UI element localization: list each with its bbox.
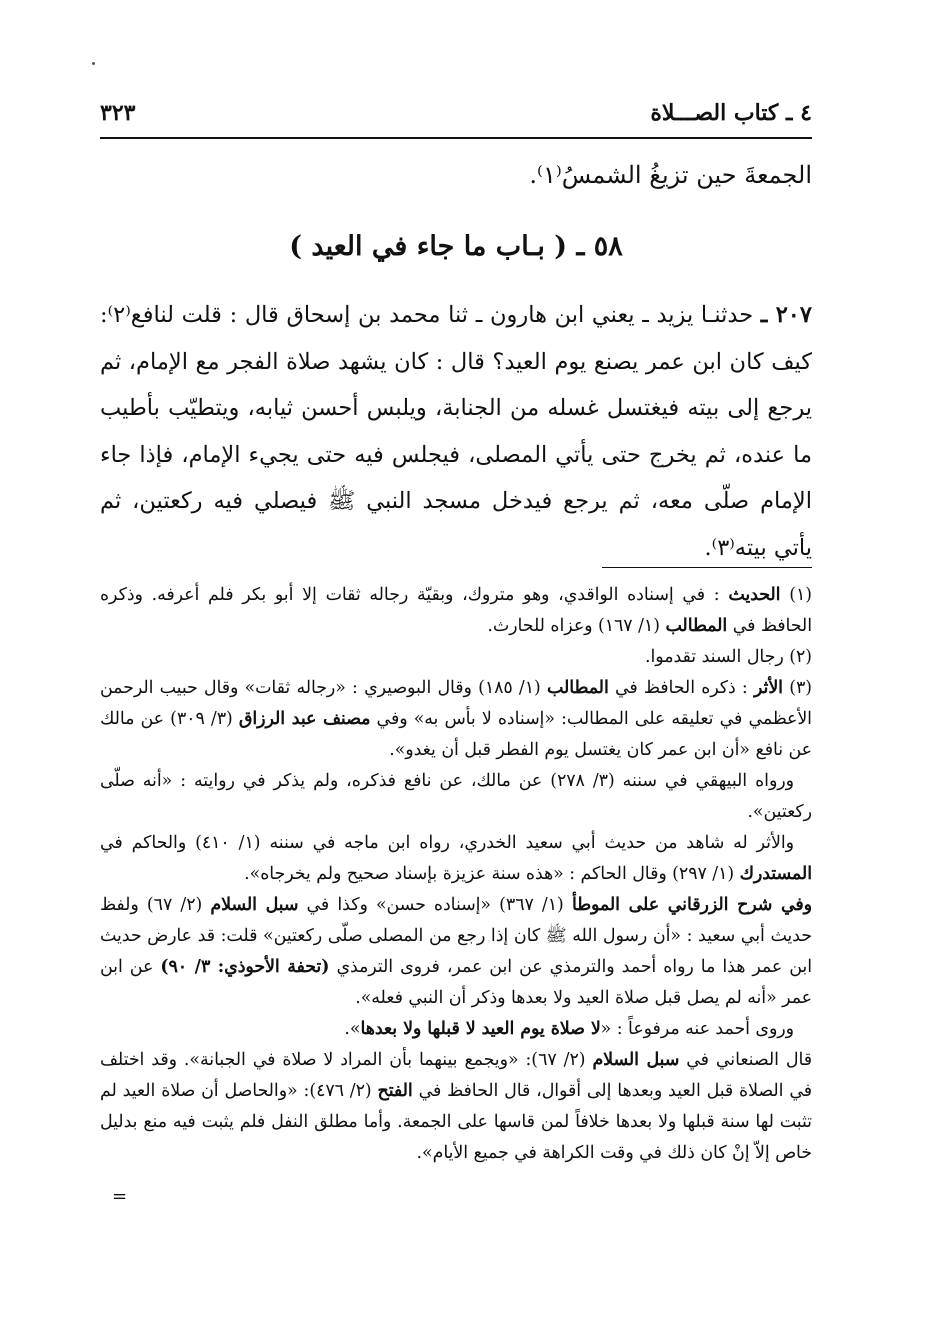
footnote-3-source-b: مصنف عبد الرزاق bbox=[238, 709, 371, 729]
footnote-separator bbox=[602, 567, 812, 568]
scan-speck bbox=[92, 62, 95, 65]
footnote-paragraph-ahmad bbox=[100, 1014, 812, 1045]
header-section-title: ٤ ـ كتاب الصـــلاة bbox=[650, 100, 812, 126]
footnote-paragraph-shahid bbox=[100, 828, 812, 890]
shahid-source: المستدرك bbox=[739, 864, 812, 884]
footnotes bbox=[100, 580, 812, 1169]
zurqani-subul: سبل السلام bbox=[210, 895, 299, 915]
shahid-text-b: (١/ ٢٩٧) وقال الحاكم : «هذه سنة عزيزة بإسناد صحيح ولم يخرجاه». bbox=[244, 864, 735, 884]
footnote-3 bbox=[100, 673, 812, 766]
footnote-2: (٢) رجال السند تقدموا. bbox=[645, 647, 812, 667]
sanani-fath: الفتح bbox=[377, 1081, 413, 1101]
footnote-1-source: المطالب bbox=[665, 616, 728, 636]
running-header bbox=[100, 86, 812, 126]
footnote-3-source-a: المطالب bbox=[547, 678, 609, 698]
zurqani-text-b: (٢/ ٦٧) ولفظ حديث أبي سعيد : «أن رسول الله ﷺ كان إذا رجع من المصلى صلّى ركعتين» قلت: قد عارض حديث ابن عمر هذا ما رواه أحمد والترمذي عن ابن عمر، فروى الترمذي bbox=[100, 895, 813, 977]
sanani-subul: سبل السلام bbox=[592, 1050, 680, 1070]
ahmad-text-a: وروى أحمد عنه مرفوعاً : « bbox=[600, 1019, 794, 1039]
footnote-1-keyword: الحديث bbox=[728, 585, 781, 605]
hadith-text: حدثنـا يزيد ـ يعني ابن هارون ـ ثنا محمد بن إسحاق قال : قلت لنافع⁽٢⁾: كيف كان ابن عمر يصنع يوم العيد؟ قال : كان يشهد صلاة الفجر مع الإمام، ثم يرجع إلى بيته فيغتسل غسله من الجنابة، ويلبس أحسن ثيابه، ويتطيّب بأطيب ما عنده، ثم يخرج حتى يأتي المصلى، فيجلس فيه حتى يجيء الإمام، فإذا جاء الإمام صلّى معه، ثم يرجع فيدخل مسجد النبي ﷺ فيصلي فيه ركعتين، ثم يأتي بيته⁽٣⁾. bbox=[100, 302, 812, 561]
footnote-1 bbox=[100, 580, 812, 642]
continuation-mark: = bbox=[112, 1186, 128, 1207]
hadith-paragraph bbox=[100, 292, 812, 571]
footnote-3-keyword: الأثر bbox=[753, 678, 783, 698]
header-rule bbox=[100, 137, 812, 139]
ahmad-quote: لا صلاة يوم العيد لا قبلها ولا بعدها bbox=[360, 1019, 601, 1039]
zurqani-text-a: (١/ ٣٦٧) «إسناده حسن» وكذا في bbox=[306, 895, 564, 915]
footnote-paragraph-bayhaqi: ورواه البيهقي في سننه (٣/ ٢٧٨) عن مالك، عن نافع فذكره، ولم يذكر في روايته : «أنه صلّى ركعتين». bbox=[100, 771, 812, 822]
footnote-3-marker: (٣) bbox=[789, 678, 813, 698]
continuation-line: الجمعةَ حين تزيغُ الشمسُ⁽١⁾. bbox=[529, 161, 812, 189]
zurqani-text-c: عن ابن عمر «أنه لم يصل قبل صلاة العيد ولا بعدها وذكر أن النبي فعله». bbox=[100, 957, 812, 1008]
sanani-text-b: (٢/ ٦٧): «ويجمع بينهما بأن المراد لا صلاة في الجبانة». وقد اختلف في الصلاة قبل العيد وبعدها إلى أقوال، قال الحافظ في bbox=[100, 1050, 812, 1101]
hadith-number: ٢٠٧ ـ bbox=[760, 302, 812, 328]
sanani-text-c: (٢/ ٤٧٦): «والحاصل أن صلاة العيد لم تثبت لها سنة قبلها ولا بعدها خلافاً لمن قاسها على الجمعة. وأما مطلق النفل فلم يثبت فيه منع بدليل خاص إلاّ إنْ كان ذلك في وقت الكراهة في جميع الأيام». bbox=[100, 1081, 812, 1163]
zurqani-tuhfa: (تحفة الأحوذي: ٣/ ٩٠) bbox=[160, 957, 330, 977]
footnote-1-marker: (١) bbox=[789, 585, 812, 605]
footnote-paragraph-zurqani bbox=[100, 890, 812, 1014]
footnote-1-text: : في إسناده الواقدي، وهو متروك، وبقيّة رجاله ثقات إلا أبو بكر فلم أعرفه. وذكره الحافظ في bbox=[100, 585, 812, 636]
page-number: ٣٢٣ bbox=[100, 100, 136, 126]
zurqani-source: وفي شرح الزرقاني على الموطأ bbox=[571, 895, 812, 915]
ahmad-text-b: ». bbox=[344, 1019, 361, 1039]
sanani-text-a: قال الصنعاني في bbox=[686, 1050, 813, 1070]
chapter-title: ٥٨ ـ ( بـاب ما جاء في العيد ) bbox=[289, 231, 623, 262]
footnote-paragraph-sanani bbox=[100, 1045, 812, 1169]
footnote-3-text-b: (١/ ١٨٥) وقال البوصيري : «رجاله ثقات» وقال حبيب الرحمن الأعظمي في تعليقه على المطالب: «إسناده لا بأس به» وفي bbox=[100, 678, 812, 729]
shahid-text-a: والأثر له شاهد من حديث أبي سعيد الخدري، رواه ابن ماجه في سننه (١/ ٤١٠) والحاكم في bbox=[100, 833, 794, 853]
footnote-3-text-c: (٣/ ٣٠٩) عن مالك عن نافع «أن ابن عمر كان يغتسل يوم الفطر قبل أن يغدو». bbox=[100, 709, 812, 760]
footnote-1-text-2: (١/ ١٦٧) وعزاه للحارث. bbox=[487, 616, 660, 636]
footnote-3-text-a: : ذكره الحافظ في bbox=[614, 678, 748, 698]
